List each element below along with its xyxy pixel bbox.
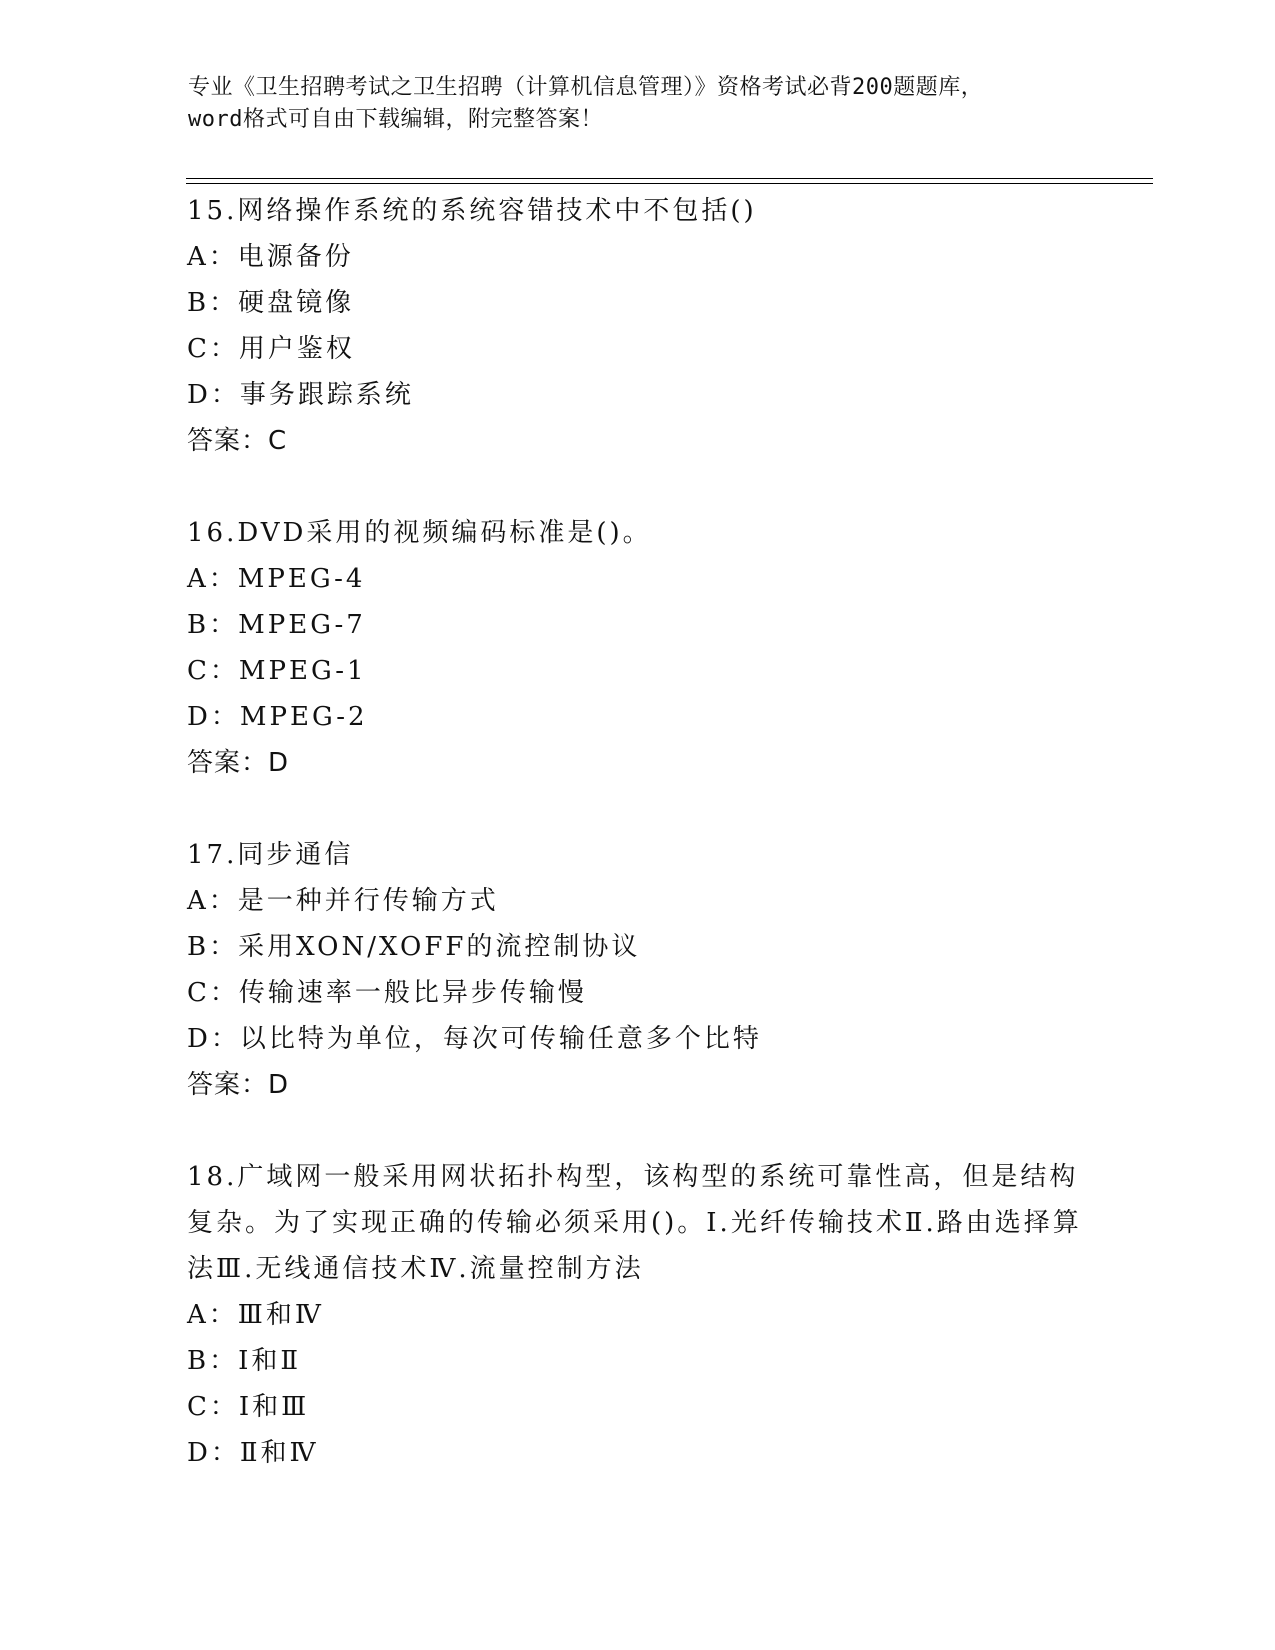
question-text: 15.网络操作系统的系统容错技术中不包括() [187, 196, 757, 226]
option-a: A：MPEG-4 [187, 564, 366, 594]
question-text: 17.同步通信 [187, 840, 354, 870]
question-18 [187, 1154, 1087, 1476]
option-c: C：MPEG-1 [187, 656, 367, 686]
header-divider-bottom [186, 183, 1153, 184]
option-d: D：以比特为单位，每次可传输任意多个比特 [187, 1024, 762, 1054]
option-d: D：MPEG-2 [187, 702, 368, 732]
document-header [188, 72, 1108, 136]
option-b: B：MPEG-7 [187, 610, 366, 640]
option-c: C：用户鉴权 [187, 334, 355, 364]
question-17 [187, 832, 1087, 1108]
question-text: 16.DVD采用的视频编码标准是()。 [187, 518, 652, 548]
option-b: B：Ⅰ和Ⅱ [187, 1346, 302, 1376]
option-a: A：Ⅲ和Ⅳ [187, 1300, 324, 1330]
header-title-line: 专业《卫生招聘考试之卫生招聘（计算机信息管理）》资格考试必背200题题库， [188, 75, 984, 100]
option-d: D：Ⅱ和Ⅳ [187, 1438, 319, 1468]
answer-label: 答案：C [187, 426, 288, 456]
header-subtitle-line: word格式可自由下载编辑，附完整答案！ [188, 107, 603, 132]
answer-label: 答案：D [187, 1070, 290, 1100]
option-a: A：电源备份 [187, 242, 354, 272]
option-b: B：采用XON/XOFF的流控制协议 [187, 932, 641, 962]
option-d: D：事务跟踪系统 [187, 380, 414, 410]
option-c: C：Ⅰ和Ⅲ [187, 1392, 310, 1422]
question-16 [187, 510, 1087, 786]
question-15 [187, 188, 1087, 464]
answer-label: 答案：D [187, 748, 290, 778]
option-b: B：硬盘镜像 [187, 288, 355, 318]
option-a: A：是一种并行传输方式 [187, 886, 499, 916]
question-text: 18.广域网一般采用网状拓扑构型，该构型的系统可靠性高，但是结构复杂。为了实现正确的传输必须采用()。Ⅰ.光纤传输技术Ⅱ.路由选择算法Ⅲ.无线通信技术Ⅳ.流量控制方法 [187, 1162, 1082, 1284]
option-c: C：传输速率一般比异步传输慢 [187, 978, 587, 1008]
header-divider-top [186, 178, 1153, 179]
question-list [187, 188, 1087, 1522]
